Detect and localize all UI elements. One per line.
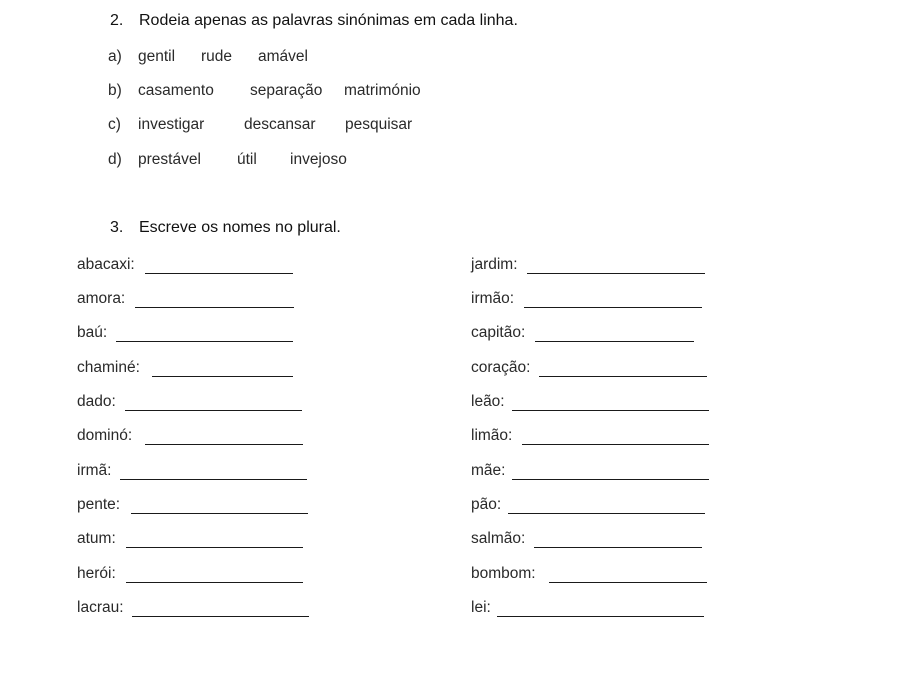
exercise-3-instruction: Escreve os nomes no plural. [139, 219, 341, 236]
exercise-3-title [110, 219, 341, 237]
word-option[interactable]: prestável [138, 151, 201, 168]
word-option[interactable]: separação [250, 82, 323, 99]
word-option[interactable]: matrimónio [344, 82, 421, 99]
row-letter: c) [108, 116, 121, 133]
answer-blank[interactable] [522, 444, 709, 445]
plural-word: pão: [471, 496, 502, 513]
plural-word: lei: [471, 599, 491, 616]
plural-word: irmão: [471, 290, 515, 307]
answer-blank[interactable] [135, 307, 294, 308]
answer-blank[interactable] [535, 341, 694, 342]
plural-word: abacaxi: [77, 256, 135, 273]
answer-blank[interactable] [508, 513, 705, 514]
plural-word: jardim: [471, 256, 518, 273]
word-option[interactable]: invejoso [290, 151, 347, 168]
row-letter: a) [108, 48, 122, 65]
answer-blank[interactable] [539, 376, 707, 377]
answer-blank[interactable] [497, 616, 704, 617]
plural-word: mãe: [471, 462, 506, 479]
answer-blank[interactable] [152, 376, 293, 377]
plural-word: limão: [471, 427, 513, 444]
word-option[interactable]: amável [258, 48, 308, 65]
answer-blank[interactable] [512, 479, 709, 480]
answer-blank[interactable] [524, 307, 702, 308]
plural-word: lacrau: [77, 599, 124, 616]
row-letter: d) [108, 151, 122, 168]
word-option[interactable]: rude [201, 48, 233, 65]
answer-blank[interactable] [132, 616, 309, 617]
plural-word: leão: [471, 393, 505, 410]
word-option[interactable]: descansar [244, 116, 316, 133]
plural-word: coração: [471, 359, 531, 376]
plural-word: atum: [77, 530, 116, 547]
plural-word: herói: [77, 565, 116, 582]
answer-blank[interactable] [131, 513, 308, 514]
plural-word: bombom: [471, 565, 536, 582]
plural-word: baú: [77, 324, 108, 341]
word-option[interactable]: gentil [138, 48, 176, 65]
plural-word: salmão: [471, 530, 526, 547]
answer-blank[interactable] [527, 273, 705, 274]
plural-word: pente: [77, 496, 121, 513]
answer-blank[interactable] [512, 410, 709, 411]
word-option[interactable]: útil [237, 151, 257, 168]
plural-word: dado: [77, 393, 116, 410]
answer-blank[interactable] [125, 410, 302, 411]
exercise-2-instruction: Rodeia apenas as palavras sinónimas em cada linha. [139, 12, 518, 29]
answer-blank[interactable] [116, 341, 293, 342]
exercise-2-number: 2. [110, 12, 124, 29]
answer-blank[interactable] [549, 582, 707, 583]
plural-word: capitão: [471, 324, 526, 341]
exercise-2-title [110, 12, 518, 30]
word-option[interactable]: investigar [138, 116, 205, 133]
plural-word: amora: [77, 290, 126, 307]
answer-blank[interactable] [126, 582, 303, 583]
answer-blank[interactable] [145, 444, 303, 445]
plural-word: dominó: [77, 427, 133, 444]
plural-word: chaminé: [77, 359, 140, 376]
plural-word: irmã: [77, 462, 112, 479]
row-letter: b) [108, 82, 122, 99]
answer-blank[interactable] [126, 547, 303, 548]
answer-blank[interactable] [145, 273, 293, 274]
answer-blank[interactable] [120, 479, 307, 480]
answer-blank[interactable] [534, 547, 702, 548]
word-option[interactable]: casamento [138, 82, 214, 99]
word-option[interactable]: pesquisar [345, 116, 413, 133]
exercise-3-number: 3. [110, 219, 124, 236]
